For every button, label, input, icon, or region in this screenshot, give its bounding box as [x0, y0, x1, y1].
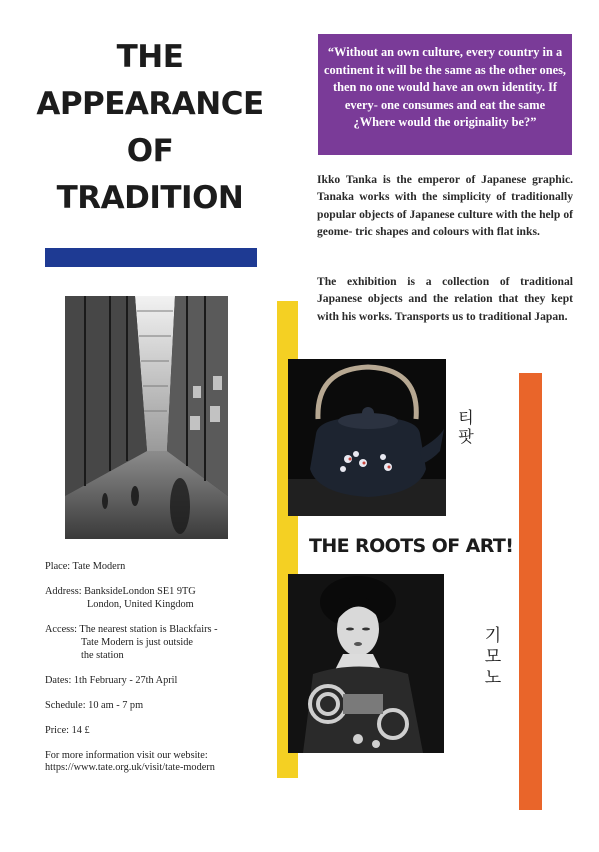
korean-char: 팟: [458, 427, 474, 446]
korean-char: 노: [484, 668, 502, 688]
geisha-photo: [288, 574, 444, 753]
geisha-illustration: [288, 574, 444, 753]
info-place: Place: Tate Modern: [45, 561, 126, 572]
title-line-2: APPEARANCE: [36, 86, 264, 122]
korean-char: 모: [484, 647, 502, 667]
quote-box: “Without an own culture, every country in a continent it will be the same as the other ones, then no one would have an own identity. If every- one consumes and eat the same ¿Where would the originality be?”: [318, 34, 572, 155]
page-title: [30, 34, 270, 222]
info-address: [45, 585, 275, 611]
teapot-illustration: [288, 359, 446, 516]
address-line-2: London, United Kingdom: [87, 599, 194, 610]
info-access: [45, 623, 275, 662]
info-dates: Dates: 1th February - 27th April: [45, 675, 178, 686]
roots-heading: THE ROOTS OF ART!: [309, 535, 514, 557]
website-link[interactable]: https://www.tate.org.uk/visit/tate-modern: [45, 762, 215, 773]
info-schedule: Schedule: 10 am - 7 pm: [45, 700, 144, 711]
intro-paragraph: Ikko Tanka is the emperor of Japanese graphic. Tanaka works with the simplicity of traditionally popular objects of Japanese culture with the help of geome- tric shapes and colours with flat inks.: [317, 173, 573, 239]
tate-modern-hall-photo: [65, 296, 228, 539]
orange-accent-bar: [519, 373, 542, 810]
title-line-3: OF: [126, 133, 174, 169]
korean-char: 티: [458, 408, 474, 427]
blue-accent-bar: [45, 248, 257, 267]
hall-photo-illustration: [65, 296, 228, 539]
info-price: Price: 14 £: [45, 725, 90, 736]
info-more: For more information visit our website:: [45, 750, 208, 761]
access-line-1: Access: The nearest station is Blackfairs -: [45, 624, 218, 635]
korean-char: 기: [484, 626, 502, 646]
exhibition-info: [45, 560, 275, 774]
access-line-3: the station: [81, 650, 124, 661]
korean-label-teapot: [456, 408, 476, 446]
title-line-1: THE: [116, 39, 184, 75]
exhibition-paragraph: The exhibition is a collection of traditional Japanese objects and the relation that they kept with his works. Transports us to traditional Japan.: [317, 275, 573, 323]
address-line-1: Address: BanksideLondon SE1 9TG: [45, 586, 196, 597]
korean-label-kimono: [482, 626, 504, 689]
teapot-photo: [288, 359, 446, 516]
access-line-2: Tate Modern is just outside: [81, 637, 193, 648]
title-line-4: TRADITION: [56, 180, 244, 216]
